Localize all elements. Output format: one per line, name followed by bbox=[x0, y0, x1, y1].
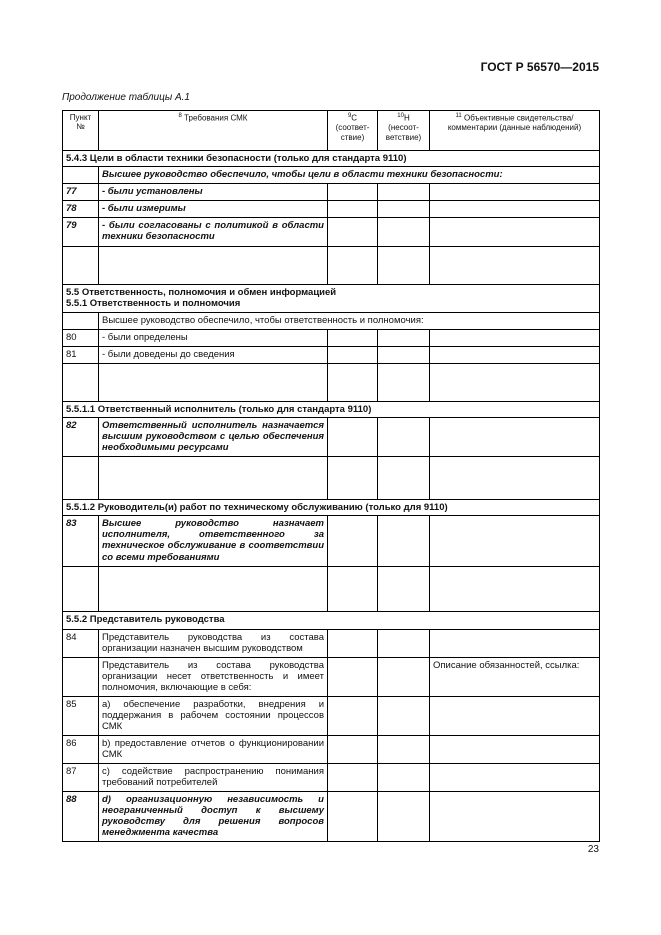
conformity-cell[interactable] bbox=[328, 658, 378, 697]
section-heading: 5.5.1.2 Руководитель(и) работ по техническому обслуживанию (только для 9110) bbox=[63, 499, 600, 515]
item-number: 88 bbox=[63, 791, 99, 841]
table-row bbox=[63, 346, 600, 363]
conformity-cell[interactable] bbox=[328, 697, 378, 736]
nonconformity-cell[interactable] bbox=[378, 184, 430, 201]
conformity-cell[interactable] bbox=[328, 218, 378, 247]
blank-row bbox=[63, 456, 600, 499]
audit-table bbox=[62, 110, 600, 842]
blank-row bbox=[63, 247, 600, 285]
requirement-text: - были доведены до сведения bbox=[99, 346, 328, 363]
col-header-requirements: $^8$ Требования СМК bbox=[99, 111, 328, 151]
nonconformity-cell[interactable] bbox=[378, 516, 430, 567]
requirement-text: d) организационную независимость и неограниченный доступ к высшему руководству для решения вопросов менеджмента качества bbox=[99, 791, 328, 841]
requirement-text: - были согласованы с политикой в области техники безопасности bbox=[99, 218, 328, 247]
col-header-conformity: $^9$С (соответ-ствие) bbox=[328, 111, 378, 151]
nonconformity-cell[interactable] bbox=[378, 346, 430, 363]
evidence-cell[interactable] bbox=[430, 184, 600, 201]
table-row bbox=[63, 658, 600, 697]
table-row bbox=[63, 201, 600, 218]
nonconformity-cell[interactable] bbox=[378, 697, 430, 736]
table-row bbox=[63, 697, 600, 736]
table-row bbox=[63, 329, 600, 346]
table-header-row bbox=[63, 111, 600, 151]
evidence-cell[interactable] bbox=[430, 630, 600, 658]
evidence-cell[interactable]: Описание обязанностей, ссылка: bbox=[430, 658, 600, 697]
standard-code: ГОСТ Р 56570—2015 bbox=[480, 60, 599, 74]
section-heading: 5.5 Ответственность, полномочия и обмен информацией 5.5.1 Ответственность и полномочия bbox=[63, 285, 600, 312]
requirement-text: а) обеспечение разработки, внедрения и поддержания в рабочем состоянии процессов СМК bbox=[99, 697, 328, 736]
evidence-cell[interactable] bbox=[430, 791, 600, 841]
requirement-text: Ответственный исполнитель назначается высшим руководством с целью обеспечения необходимыми ресурсами bbox=[99, 417, 328, 456]
conformity-cell[interactable] bbox=[328, 417, 378, 456]
section-heading: 5.5.1.1 Ответственный исполнитель (только для стандарта 9110) bbox=[63, 401, 600, 417]
item-number: 86 bbox=[63, 735, 99, 763]
table-row bbox=[63, 630, 600, 658]
requirement-text: b) предоставление отчетов о функционировании СМК bbox=[99, 735, 328, 763]
evidence-cell[interactable] bbox=[430, 329, 600, 346]
evidence-cell[interactable] bbox=[430, 218, 600, 247]
table-continuation-caption: Продолжение таблицы А.1 bbox=[62, 92, 190, 103]
requirement-text: Представитель руководства из состава организации назначен высшим руководством bbox=[99, 630, 328, 658]
requirement-text: - были определены bbox=[99, 329, 328, 346]
requirement-text: с) содействие распространению понимания требований потребителей bbox=[99, 763, 328, 791]
table-row bbox=[63, 516, 600, 567]
item-number: 78 bbox=[63, 201, 99, 218]
item-number: 80 bbox=[63, 329, 99, 346]
conformity-cell[interactable] bbox=[328, 763, 378, 791]
requirement-text: Представитель из состава руководства организации несет ответственность и имеет полномочия, включающие в себя: bbox=[99, 658, 328, 697]
item-number: 82 bbox=[63, 417, 99, 456]
table-row bbox=[63, 735, 600, 763]
nonconformity-cell[interactable] bbox=[378, 735, 430, 763]
evidence-cell[interactable] bbox=[430, 346, 600, 363]
item-number: 83 bbox=[63, 516, 99, 567]
col-header-item-no: Пункт № bbox=[63, 111, 99, 151]
blank-row bbox=[63, 363, 600, 401]
nonconformity-cell[interactable] bbox=[378, 417, 430, 456]
table-row bbox=[63, 417, 600, 456]
section-heading: 5.4.3 Цели в области техники безопасности (только для стандарта 9110) bbox=[63, 151, 600, 167]
nonconformity-cell[interactable] bbox=[378, 658, 430, 697]
evidence-cell[interactable] bbox=[430, 763, 600, 791]
section-heading: 5.5.2 Представитель руководства bbox=[63, 612, 600, 630]
conformity-cell[interactable] bbox=[328, 735, 378, 763]
item-number: 79 bbox=[63, 218, 99, 247]
nonconformity-cell[interactable] bbox=[378, 201, 430, 218]
item-number: 85 bbox=[63, 697, 99, 736]
item-number: 84 bbox=[63, 630, 99, 658]
nonconformity-cell[interactable] bbox=[378, 218, 430, 247]
conformity-cell[interactable] bbox=[328, 516, 378, 567]
section-statement: Высшее руководство обеспечило, чтобы цели в области техники безопасности: bbox=[99, 167, 600, 184]
table-row bbox=[63, 184, 600, 201]
section-statement: Высшее руководство обеспечило, чтобы ответственность и полномочия: bbox=[99, 312, 600, 329]
item-number: 87 bbox=[63, 763, 99, 791]
blank-row bbox=[63, 567, 600, 612]
evidence-cell[interactable] bbox=[430, 735, 600, 763]
evidence-cell[interactable] bbox=[430, 697, 600, 736]
nonconformity-cell[interactable] bbox=[378, 791, 430, 841]
evidence-cell[interactable] bbox=[430, 417, 600, 456]
nonconformity-cell[interactable] bbox=[378, 763, 430, 791]
evidence-cell[interactable] bbox=[430, 201, 600, 218]
conformity-cell[interactable] bbox=[328, 791, 378, 841]
item-number: 77 bbox=[63, 184, 99, 201]
evidence-cell[interactable] bbox=[430, 516, 600, 567]
col-header-evidence: $^{11}$ Объективные свидетельства/ комментарии (данные наблюдений) bbox=[430, 111, 600, 151]
col-header-nonconformity: $^{10}$Н (несоот-ветствие) bbox=[378, 111, 430, 151]
conformity-cell[interactable] bbox=[328, 201, 378, 218]
conformity-cell[interactable] bbox=[328, 346, 378, 363]
table-row bbox=[63, 218, 600, 247]
nonconformity-cell[interactable] bbox=[378, 329, 430, 346]
nonconformity-cell[interactable] bbox=[378, 630, 430, 658]
table-row bbox=[63, 791, 600, 841]
requirement-text: - были установлены bbox=[99, 184, 328, 201]
table-row bbox=[63, 763, 600, 791]
conformity-cell[interactable] bbox=[328, 630, 378, 658]
page-number: 23 bbox=[587, 844, 599, 855]
conformity-cell[interactable] bbox=[328, 329, 378, 346]
requirement-text: Высшее руководство назначает исполнителя, ответственного за техническое обслуживание в соответствии со всеми требованиями bbox=[99, 516, 328, 567]
requirement-text: - были измеримы bbox=[99, 201, 328, 218]
item-number: 81 bbox=[63, 346, 99, 363]
conformity-cell[interactable] bbox=[328, 184, 378, 201]
